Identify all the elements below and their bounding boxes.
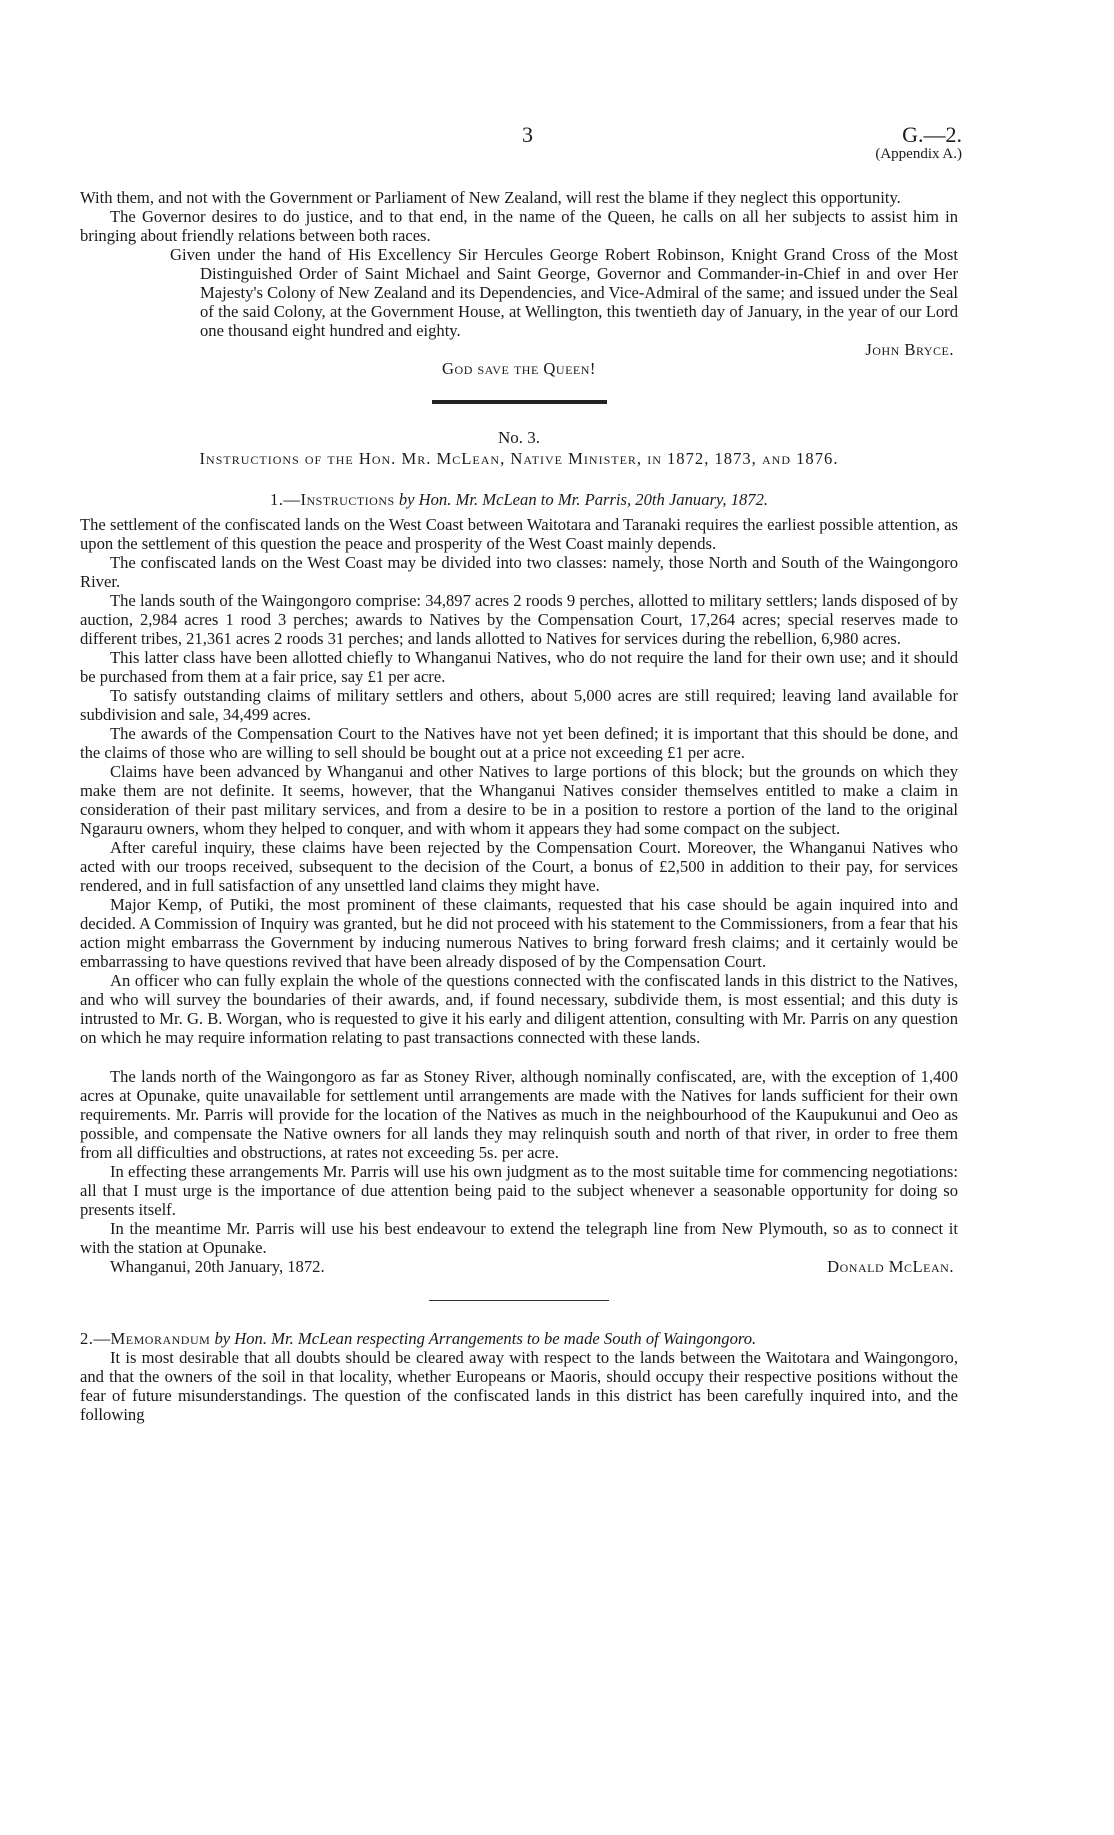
instructions-paragraph: To satisfy outstanding claims of military settlers and others, about 5,000 acres are still required; leaving land available for subdivision and sale, 34,499 acres. [80, 686, 958, 724]
proclamation-paragraph: With them, and not with the Government or Parliament of New Zealand, will rest the blame if they neglect this opportunity. [80, 188, 901, 207]
instructions-paragraph: An officer who can fully explain the whole of the questions connected with the confiscated lands in this district to the Natives, and who will survey the boundaries of their awards, and, if found necessary, subdivide them, is most essential; and this duty is intrusted to Mr. G. B. Worgan, who is requested to give it his early and diligent attention, consulting with Mr. Parris on any question on which he may require information relating to past transactions connected with these lands. [80, 971, 958, 1047]
instructions-paragraph: This latter class have been allotted chiefly to Whanganui Natives, who do not require the land for their own use; and it should be purchased from them at a fair price, say £1 per acre. [80, 648, 958, 686]
signatory-mclean: Donald McLean. [827, 1257, 954, 1276]
memo-divider [429, 1300, 609, 1301]
memorandum-heading [80, 1329, 958, 1348]
document-reference: G.—2. [902, 122, 962, 147]
page-body [80, 188, 958, 1424]
instructions-paragraph: The settlement of the confiscated lands on the West Coast between Waitotara and Taranaki requires the earliest possible attention, as upon the settlement of this question the peace and prosperity of the West Coast mainly depends. [80, 515, 958, 553]
instructions-paragraph: The awards of the Compensation Court to the Natives have not yet been defined; it is important that this should be done, and the claims of those who are willing to sell should be bought out at a price not exceeding £1 per acre. [80, 724, 958, 762]
dateline [80, 1257, 958, 1276]
instructions-heading-rest: by Hon. Mr. McLean to Mr. Parris, 20th January, 1872. [398, 490, 769, 509]
page-number: 3 [522, 122, 533, 147]
instructions-paragraph: In the meantime Mr. Parris will use his best endeavour to extend the telegraph line from New Plymouth, so as to connect it with the station at Opunake. [80, 1219, 958, 1257]
given-under-hand: Given under the hand of His Excellency Sir Hercules George Robert Robinson, Knight Grand Cross of the Most Distinguished Order of Saint Michael and Saint George, Governor and Commander-in-Chief in and over Her Majesty's Colony of New Zealand and its Dependencies, and Vice-Admiral of the same; and issued under the Seal of the said Colony, at the Government House, at Wellington, this twentieth day of January, in the year of our Lord one thousand eight hundred and eighty. [170, 245, 958, 340]
instructions-paragraph: The confiscated lands on the West Coast may be divided into two classes: namely, those North and South of the Waingongoro River. [80, 553, 958, 591]
instructions-paragraph: After careful inquiry, these claims have been rejected by the Compensation Court. Moreover, the Whanganui Natives who acted with our troops received, subsequent to the decision of the Court, a bonus of £2,500 in addition to their pay, for services rendered, and in full satisfaction of any unsettled land claims they might have. [80, 838, 958, 895]
instructions-paragraph: In effecting these arrangements Mr. Parris will use his own judgment as to the most suitable time for commencing negotiations: all that I must urge is the importance of due attention being paid to the subject whenever a seasonable opportunity for doing so presents itself. [80, 1162, 958, 1219]
paragraph-gap [80, 1047, 958, 1067]
instructions-paragraph: Claims have been advanced by Whanganui and other Natives to large portions of this block; but the grounds on which they make them are not definite. It seems, however, that the Whanganui Natives consider themselves entitled to make a claim in consideration of their past military services, and from a desire to be in a position to restore a portion of the land to the original Ngarauru owners, whom they helped to conquer, and with whom it appears they had some compact on the subject. [80, 762, 958, 838]
memorandum-heading-rest: by Hon. Mr. McLean respecting Arrangements to be made South of Waingongoro. [214, 1329, 757, 1348]
god-save-the-queen: God save the Queen! [442, 359, 596, 378]
memorandum-paragraph: It is most desirable that all doubts should be cleared away with respect to the lands between the Waitotara and Waingongoro, and that the owners of the soil in that locality, whether Europeans or Maoris, should occupy their respective positions without the fear of future misunderstandings. The question of the confiscated lands in this district has been carefully inquired into, and the following [80, 1348, 958, 1424]
instructions-heading [80, 490, 958, 509]
instructions-heading-prefix: 1.—Instructions [269, 490, 395, 509]
memorandum-heading-prefix: 2.—Memorandum [80, 1329, 211, 1348]
appendix-label: (Appendix A.) [875, 146, 962, 162]
signatory-bryce: John Bryce. [865, 340, 954, 359]
instructions-paragraph: The lands north of the Waingongoro as far as Stoney River, although nominally confiscated, are, with the exception of 1,400 acres at Opunake, quite unavailable for settlement until arrangements are made with the Natives for lands sufficient for their own requirements. Mr. Parris will provide for the location of the Natives as much in the neighbourhood of the Kaupukunui and Oeo as possible, and compensate the Native owners for all lands they may relinquish south and north of that river, in order to free them from all difficulties and obstructions, at rates not exceeding 5s. per acre. [80, 1067, 958, 1162]
proclamation-paragraph: The Governor desires to do justice, and to that end, in the name of the Queen, he calls on all her subjects to assist him in bringing about friendly relations between both races. [80, 207, 958, 245]
instructions-paragraph: Major Kemp, of Putiki, the most prominent of these claimants, requested that his case should be again inquired into and decided. A Commission of Inquiry was granted, but he did not proceed with his statement to the Commissioners, from a fear that his action might embarrass the Government by inducing numerous Natives to bring forward fresh claims; and it certainly would be embarrassing to have questions revived that have been already disposed of by the Compensation Court. [80, 895, 958, 971]
place-date: Whanganui, 20th January, 1872. [110, 1257, 325, 1276]
instructions-paragraph: The lands south of the Waingongoro comprise: 34,897 acres 2 roods 9 perches, allotted to military settlers; lands disposed of by auction, 2,984 acres 1 rood 3 perches; awards to Natives by the Compensation Court, 17,264 acres; special reserves made to different tribes, 21,361 acres 2 roods 31 perches; and lands allotted to Natives for services during the rebellion, 6,980 acres. [80, 591, 958, 648]
section-number: No. 3. [497, 428, 541, 447]
section-divider [432, 400, 607, 404]
section-title: Instructions of the Hon. Mr. McLean, Native Minister, in 1872, 1873, and 1876. [199, 449, 839, 468]
